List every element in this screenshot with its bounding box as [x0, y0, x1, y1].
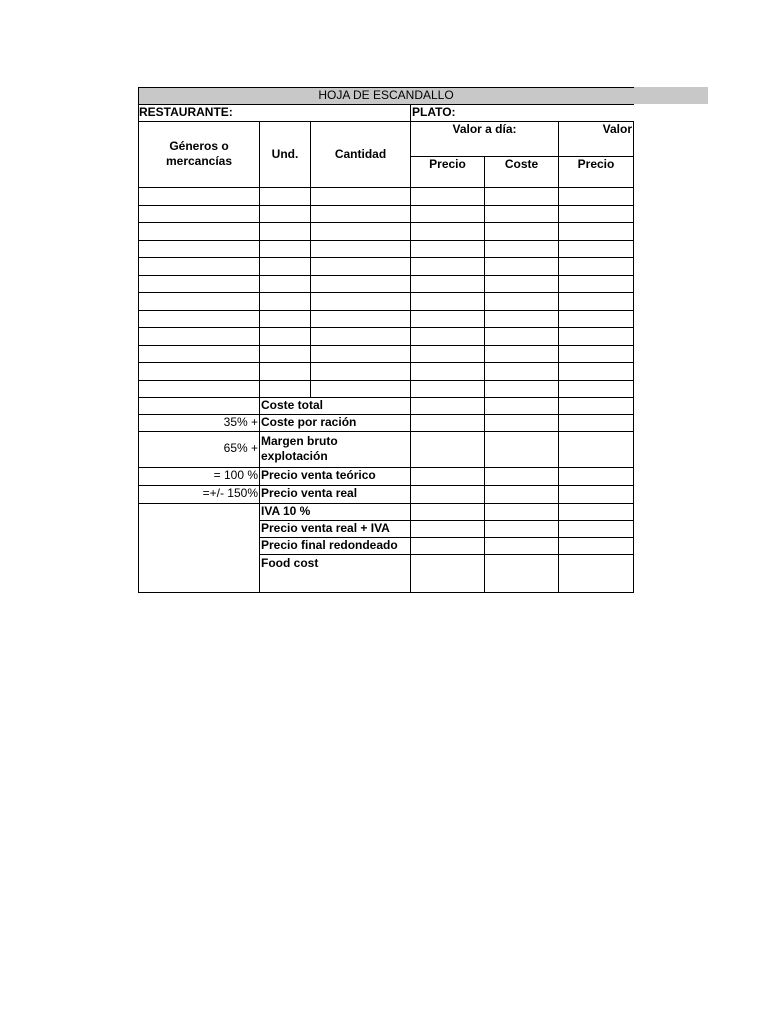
coste-racion-label: Coste por ración [261, 415, 357, 429]
pv-real-iva-label: Precio venta real + IVA [261, 521, 390, 535]
header-cantidad: Cantidad [334, 147, 387, 161]
header-valor-dia: Valor a día: [452, 122, 517, 136]
header-precio-2: Precio [577, 157, 615, 171]
pct-35: 35% + [223, 415, 258, 429]
iva-label: IVA 10 % [261, 504, 311, 518]
restaurante-label: RESTAURANTE: [139, 105, 233, 119]
pv-teorico-label: Precio venta teórico [261, 468, 376, 482]
precio-final-label: Precio final redondeado [261, 538, 398, 552]
header-precio-1: Precio [429, 157, 466, 171]
plato-label: PLATO: [412, 105, 456, 119]
header-valor: Valor [602, 122, 632, 136]
coste-total-label: Coste total [261, 398, 324, 412]
header-coste: Coste [504, 157, 539, 171]
pct-150: =+/- 150% [202, 486, 258, 500]
header-mercancias: mercancías [165, 154, 233, 168]
pv-real-label: Precio venta real [261, 486, 358, 500]
food-cost-label: Food cost [261, 556, 319, 570]
header-und: Und. [271, 147, 299, 161]
sheet-title: HOJA DE ESCANDALLO [318, 88, 454, 102]
margen-label-2: explotación [261, 449, 328, 463]
margen-label-1: Margen bruto [261, 434, 338, 448]
pct-100: = 100 % [213, 468, 258, 482]
header-generos: Géneros o [169, 139, 229, 153]
pct-65: 65% + [223, 441, 258, 455]
